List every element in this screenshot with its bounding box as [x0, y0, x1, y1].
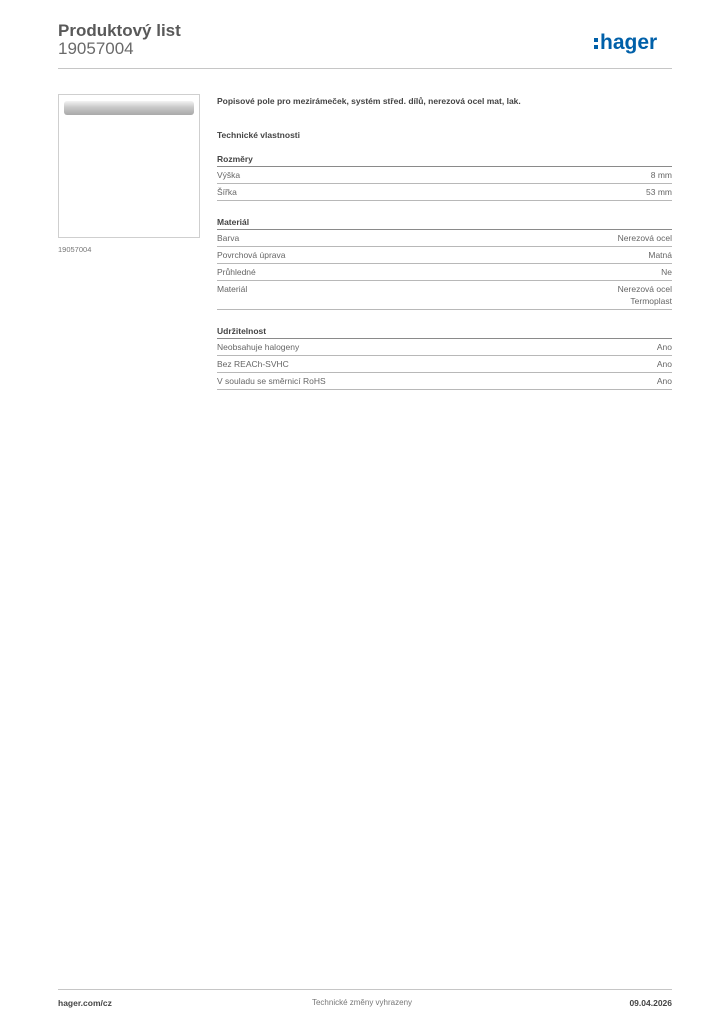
spec-label: Materiál [217, 284, 248, 294]
footer-divider [58, 989, 672, 990]
spec-group-title: Udržitelnost [217, 326, 672, 339]
spec-label: Bez REACh-SVHC [217, 359, 289, 369]
footer-note: Technické změny vyhrazeny [311, 998, 413, 1007]
spec-group-material [217, 217, 672, 310]
spec-value: Ano [656, 376, 672, 386]
spec-content [217, 96, 672, 406]
spec-row [217, 373, 672, 390]
spec-row [217, 281, 672, 310]
spec-value: Nerezová ocel [617, 284, 672, 294]
spec-label: Barva [217, 233, 240, 243]
spec-row [217, 264, 672, 281]
spec-value: Matná [648, 250, 672, 260]
spec-group-title: Rozměry [217, 154, 672, 167]
spec-row [217, 167, 672, 184]
spec-label: Výška [217, 170, 241, 180]
spec-value: Nerezová ocel [617, 233, 672, 243]
spec-group-title: Materiál [217, 217, 672, 230]
specs-section-title: Technické vlastnosti [217, 130, 300, 140]
image-caption: 19057004 [58, 245, 92, 254]
spec-label: Průhledné [217, 267, 256, 277]
spec-row [217, 247, 672, 264]
spec-value: Ano [656, 342, 672, 352]
header-divider [58, 68, 672, 69]
spec-group-sustainability [217, 326, 672, 390]
spec-value: Termoplast [630, 296, 672, 306]
hager-logo [594, 30, 674, 56]
spec-label: Neobsahuje halogeny [217, 342, 300, 352]
spec-group-dimensions [217, 154, 672, 201]
spec-value-multiline [618, 283, 672, 307]
label-field-picture [64, 101, 194, 115]
page-title: Produktový list [58, 21, 181, 40]
spec-value: Ne [661, 267, 672, 277]
svg-text:hager: hager [600, 31, 658, 54]
footer-date: 09.04.2026 [629, 998, 672, 1008]
spec-row [217, 339, 672, 356]
spec-label: V souladu se směrnicí RoHS [217, 376, 326, 386]
footer-website-link[interactable]: hager.com/cz [58, 998, 112, 1008]
spec-value: Ano [656, 359, 672, 369]
spec-label: Šířka [217, 187, 237, 197]
product-description: Popisové pole pro mezirámeček, systém střed. dílů, nerezová ocel mat, lak. [217, 96, 521, 106]
spec-value: 53 mm [646, 187, 672, 197]
product-image [58, 94, 200, 238]
spec-row [217, 230, 672, 247]
spec-label: Povrchová úprava [217, 250, 286, 260]
spec-value: 8 mm [650, 170, 672, 180]
spec-row [217, 184, 672, 201]
document-number: 19057004 [58, 39, 134, 58]
spec-row [217, 356, 672, 373]
